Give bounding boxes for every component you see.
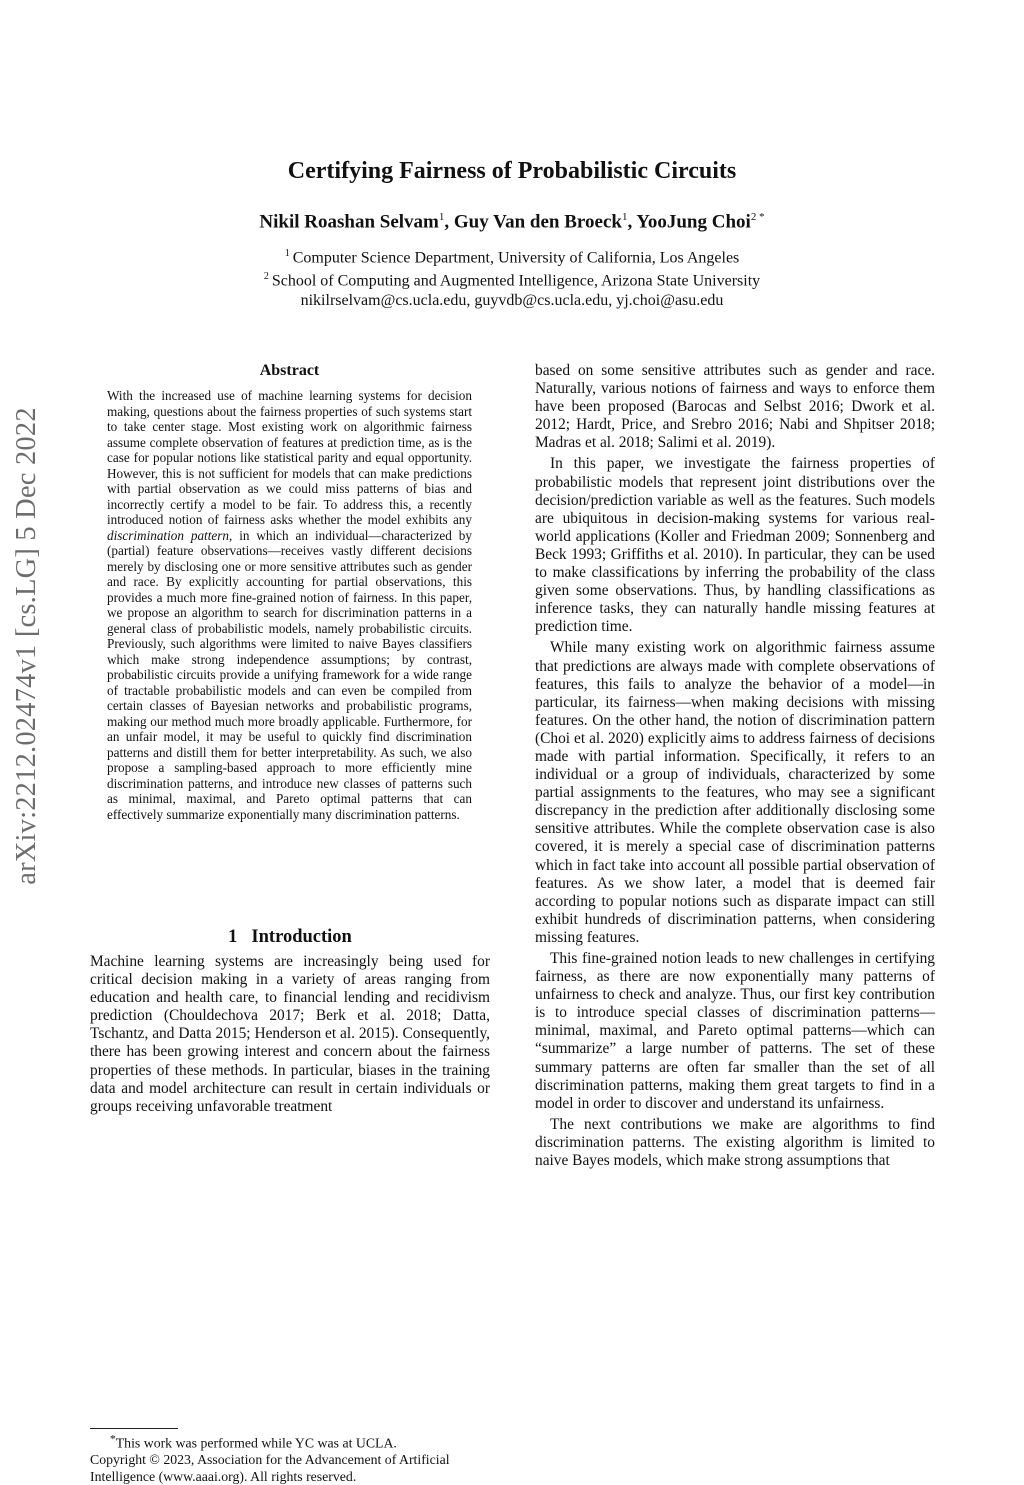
footnote-rule	[90, 1428, 178, 1429]
footnote-note	[90, 1431, 490, 1452]
footnote	[90, 1431, 490, 1485]
body-paragraph: The next contributions we make are algorithms to find discrimination patterns. The existing algorithm is limited to naive Bayes models, which make strong assumptions that	[535, 1115, 935, 1170]
author-affiliation-mark: 1	[621, 211, 628, 223]
arxiv-sidebar	[5, 362, 49, 930]
affiliation-line	[0, 267, 1024, 290]
author-name: Guy Van den Broeck	[453, 211, 622, 233]
footnote-text: This work was performed while YC was at UCLA.	[115, 1435, 397, 1451]
footnote-mark: *	[110, 1433, 116, 1445]
copyright-notice: Copyright © 2023, Association for the Advancement of Artificial Intelligence (www.aaai.org). All rights reserved.	[90, 1452, 450, 1484]
affiliation-text: School of Computing and Augmented Intelligence, Arizona State University	[271, 272, 761, 290]
author-emails: nikilrselvam@cs.ucla.edu, guyvdb@cs.ucla.edu, yj.choi@asu.edu	[300, 291, 724, 309]
section-title: Introduction	[251, 927, 352, 947]
author-name: YooJung Choi	[636, 211, 751, 233]
body-paragraph: based on some sensitive attributes such as gender and race. Naturally, various notions of fairness and ways to enforce them have been proposed (Barocas and Selbst 2016; Dwork et al. 2012; Hardt, Price, and Srebro 2016; Nabi and Shpitser 2018; Madras et al. 2018; Salimi et al. 2019).	[535, 362, 935, 452]
affiliation-number: 2	[263, 271, 269, 283]
body-paragraph: This fine-grained notion leads to new challenges in certifying fairness, as there are now exponentially many patterns of unfairness to check and analyze. Thus, our first key contribution is to introduce special classes of discrimination patterns—minimal, maximal, and Pareto optimal patterns—which can “summarize” a large number of patterns. The set of these summary patterns are often far smaller than the set of all discrimination patterns, making them great targets to find in a model in order to discover and understand its unfairness.	[535, 950, 935, 1112]
affiliation-number: 1	[284, 248, 290, 259]
author-list	[0, 211, 1024, 233]
author-separator: ,	[627, 211, 637, 233]
affiliations	[0, 244, 1024, 310]
affiliation-text: Computer Science Department, University of California, Los Angeles	[292, 249, 740, 267]
author-separator: ,	[444, 211, 454, 233]
paper-title: Certifying Fairness of Probabilistic Circuits	[287, 158, 737, 184]
right-column	[535, 362, 935, 1173]
author-affiliation-mark: 1	[438, 211, 445, 223]
abstract-body	[107, 388, 472, 822]
section-heading-introduction	[90, 927, 490, 948]
body-paragraph: While many existing work on algorithmic fairness assume that predictions are always made with complete observations of features, this fails to analyze the behavior of a model—in particular, its fairness—when making decisions with missing features. On the other hand, the notion of discrimination pattern (Choi et al. 2020) explicitly aims to address fairness of decisions made with partial information. Specifically, it refers to an individual or a group of individuals, characterized by some partial assignments to the features, who may see a significant discrepancy in the prediction after additionally disclosing some sensitive attributes. While the complete observation case is also covered, it is merely a special case of discrimination patterns which in fact take into account all possible partial observation of features. As we show later, a model that is deemed fair according to popular notions such as disparate impact can still exhibit hundreds of discrimination patterns, when considering missing features.	[535, 639, 935, 946]
author-name: Nikil Roashan Selvam	[259, 211, 439, 233]
author-affiliation-mark: 2 *	[750, 211, 765, 223]
abstract-text: , in which an individual—characterized by (partial) feature observations—receives vastly different decisions merely by disclosing one or more sensitive attributes such as gender and race. By explicitly accounting for partial observations, this provides a much more fine-grained notion of fairness. In this paper, we propose an algorithm to search for discrimination patterns in a general class of probabilistic models, namely probabilistic circuits. Previously, such algorithms were limited to naive Bayes classifiers which make strong independence assumptions; by contrast, probabilistic circuits provide a unifying framework for a wide range of tractable probabilistic models and can even be compiled from certain classes of Bayesian networks and probabilistic programs, making our method much more broadly applicable. Furthermore, for an unfair model, it may be useful to quickly find discrimination patterns and distill them for better interpretability. As such, we also propose a sampling-based approach to more efficiently mine discrimination patterns, and introduce new classes of patterns such as minimal, maximal, and Pareto optimal patterns that can effectively summarize exponentially many discrimination patterns.	[107, 527, 472, 822]
arxiv-identifier: arXiv:2212.02474v1 [cs.LG] 5 Dec 2022	[11, 407, 42, 885]
abstract-emphasis: discrimination pattern	[107, 527, 229, 543]
affiliation-line	[0, 244, 1024, 267]
abstract-text: With the increased use of machine learning systems for decision making, questions about the fairness properties of such systems start to take center stage. Most existing work on algorithmic fairness assume complete observation of features at prediction time, as is the case for popular notions like statistical parity and equal opportunity. However, this is not sufficient for models that can make predictions with partial observation as we could miss patterns of bias and incorrectly certify a model to be fair. To address this, a recently introduced notion of fairness asks whether the model exhibits any	[107, 388, 472, 527]
body-paragraph: In this paper, we investigate the fairness properties of probabilistic models that represent joint distributions over the decision/prediction variable as well as the features. Such models are ubiquitous in decision-making systems for various real-world applications (Koller and Friedman 2009; Sonnenberg and Beck 1993; Griffiths et al. 2010). In particular, they can be used to make classifications by inferring the probability of the class given some observations. Thus, by handling classifications as inference tasks, they can naturally handle missing features at prediction time.	[535, 455, 935, 636]
intro-paragraph: Machine learning systems are increasingly being used for critical decision making in a variety of areas ranging from education and health care, to financial lending and recidivism prediction (Chouldechova 2017; Berk et al. 2018; Datta, Tschantz, and Datta 2015; Henderson et al. 2015). Consequently, there has been growing interest and concern about the fairness properties of these methods. In particular, biases in the training data and model architecture can result in certain individuals or groups receiving unfavorable treatment	[90, 953, 490, 1115]
abstract	[107, 362, 472, 822]
section-number: 1	[228, 927, 238, 947]
abstract-heading: Abstract	[259, 362, 320, 379]
